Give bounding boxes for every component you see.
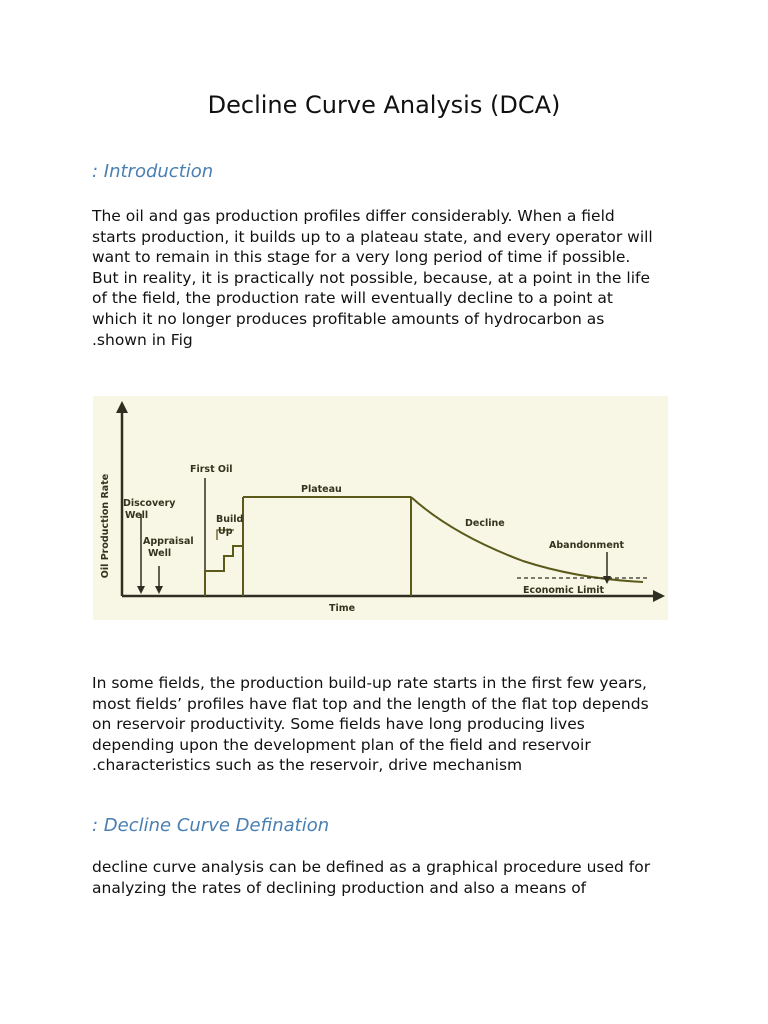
paragraph-line: .characteristics such as the reservoir, drive mechanism [92,756,523,775]
paragraph-line: starts production, it builds up to a plateau state, and every operator will [92,227,653,246]
paragraph-line: on reservoir productivity. Some fields have long producing lives [92,715,585,734]
label-build-up: Up [218,526,233,537]
build-up-curve [205,497,243,596]
paragraph-line: .shown in Fig [92,330,193,349]
label-discovery-well: Discovery [123,498,176,509]
section-heading-decline-definition: : Decline Curve Defination [92,815,330,836]
paragraph-line: analyzing the rates of declining production and also a means of [92,878,587,897]
label-build-up: Build [216,514,244,525]
x-axis-arrow-icon [653,590,665,602]
paragraph-decline-definition [92,857,682,898]
production-profile-figure [93,396,668,620]
paragraph-line: want to remain in this stage for a very long period of time if possible. [92,248,631,267]
paragraph-line: In some fields, the production build-up rate starts in the first few years, [92,674,647,692]
label-appraisal-well: Well [148,548,172,559]
paragraph-introduction [92,206,682,350]
label-abandonment: Abandonment [549,540,625,551]
label-economic-limit: Economic Limit [523,585,605,596]
label-first-oil: First Oil [190,464,233,475]
paragraph-line: depending upon the development plan of the field and reservoir [92,735,591,754]
label-appraisal-well: Appraisal [143,536,194,547]
label-discovery-well: Well [125,510,149,521]
appraisal-arrow-icon [155,586,163,594]
y-axis-arrow-icon [116,401,128,413]
paragraph-line: of the field, the production rate will eventually decline to a point at [92,289,613,308]
paragraph-line: decline curve analysis can be defined as a graphical procedure used for [92,858,651,876]
y-axis-label: Oil Production Rate [100,473,111,579]
paragraph-line: But in reality, it is practically not possible, because, at a point in the life [92,268,650,287]
label-decline: Decline [465,518,505,529]
section-heading-introduction: : Introduction [92,161,214,182]
discovery-arrow-icon [137,586,145,594]
paragraph-production-profiles [92,673,682,776]
x-axis-label: Time [329,603,356,614]
production-profile-diagram [93,396,668,620]
paragraph-line: most fields’ profiles have flat top and the length of the flat top depends [92,694,649,713]
paragraph-line: The oil and gas production profiles differ considerably. When a field [92,207,615,225]
label-plateau: Plateau [301,484,342,495]
paragraph-line: which it no longer produces profitable amounts of hydrocarbon as [92,309,605,328]
document-title: Decline Curve Analysis (DCA) [207,91,561,119]
